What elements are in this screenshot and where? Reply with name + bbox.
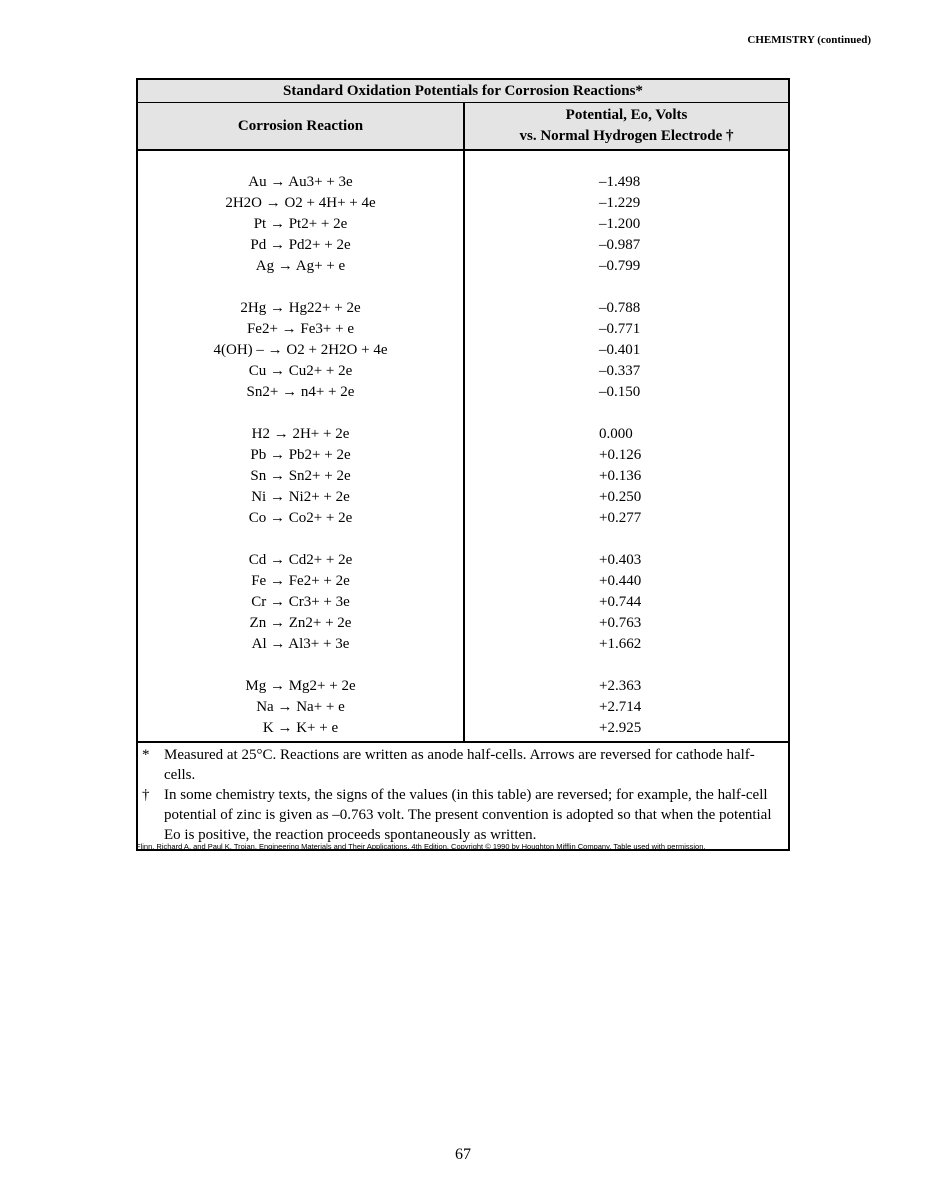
potential-group <box>465 298 788 403</box>
potential-cell: +0.763 <box>599 615 642 631</box>
reaction-cell: Pb → Pb2+ + 2e <box>250 447 351 463</box>
reaction-group <box>138 298 463 403</box>
potential-cell: –0.987 <box>599 237 641 253</box>
page-header: CHEMISTRY (continued) <box>747 34 871 46</box>
page-number: 67 <box>455 1146 471 1163</box>
potential-cell: +2.925 <box>599 720 642 736</box>
reaction-group <box>138 676 463 739</box>
reaction-cell: Cd → Cd2+ + 2e <box>248 552 353 568</box>
reaction-group <box>138 172 463 277</box>
source-citation: Flinn, Richard A. and Paul K. Trojan, Engineering Materials and Their Applications, 4th Edition. Copyright © 1990 by Houghton Mifflin Company. Table used with permission. <box>136 842 706 851</box>
reaction-cell: K → K+ + e <box>262 720 339 736</box>
potential-group <box>465 172 788 277</box>
footnote-asterisk <box>142 745 785 785</box>
reaction-cell: Cr → Cr3+ + 3e <box>251 594 350 610</box>
reaction-group <box>138 424 463 529</box>
potential-cell: –1.229 <box>599 195 641 211</box>
potential-cell: –0.150 <box>599 384 641 400</box>
table-title: Standard Oxidation Potentials for Corrosion Reactions* <box>138 80 788 103</box>
reaction-cell: Mg → Mg2+ + 2e <box>245 678 356 694</box>
potential-cell: –0.337 <box>599 363 641 379</box>
potential-cell: –0.799 <box>599 258 641 274</box>
reaction-cell: Na → Na+ + e <box>256 699 345 715</box>
footnote-text: In some chemistry texts, the signs of the values (in this table) are reversed; for example, the half-cell potential of zinc is given as –0.763 volt. The present convention is adopted so that when the potential Eo is positive, the reaction proceeds spontaneously as written. <box>164 787 772 843</box>
reaction-cell: Sn → Sn2+ + 2e <box>250 468 351 484</box>
potential-cell: –0.771 <box>599 321 641 337</box>
reaction-cell: H2 → 2H+ + 2e <box>251 426 350 442</box>
potential-cell: –1.498 <box>599 174 641 190</box>
column-header-potential <box>465 103 788 149</box>
reaction-cell: Ni → Ni2+ + 2e <box>251 489 350 505</box>
footnote-dagger <box>142 785 785 845</box>
reaction-cell: Ag → Ag+ + e <box>255 258 346 274</box>
potential-cell: +2.363 <box>599 678 642 694</box>
reaction-cell: Au → Au3+ + 3e <box>248 174 353 190</box>
reaction-cell: Co → Co2+ + 2e <box>248 510 353 526</box>
potential-cell: +0.250 <box>599 489 642 505</box>
potential-cell: +1.662 <box>599 636 642 652</box>
reaction-cell: Fe → Fe2+ + 2e <box>251 573 350 589</box>
potential-group <box>465 424 788 529</box>
footnote-text: Measured at 25°C. Reactions are written as anode half-cells. Arrows are reversed for cathode half-cells. <box>164 747 755 783</box>
reaction-cell: 2Hg → Hg22+ + 2e <box>240 300 361 316</box>
potential-cell: +0.744 <box>599 594 642 610</box>
reaction-cell: Al → Al3+ + 3e <box>251 636 350 652</box>
potential-header-line2: vs. Normal Hydrogen Electrode † <box>519 128 734 144</box>
potential-group <box>465 550 788 655</box>
reaction-cell: Fe2+ → Fe3+ + e <box>246 321 355 337</box>
potential-cell: –0.401 <box>599 342 641 358</box>
potential-cell: +0.440 <box>599 573 642 589</box>
potential-cell: +0.277 <box>599 510 642 526</box>
footnote-mark: † <box>142 787 150 803</box>
potential-column <box>465 151 788 741</box>
reaction-cell: 2H2O → O2 + 4H+ + 4e <box>225 195 376 211</box>
reaction-column <box>138 151 465 741</box>
reaction-cell: Pt → Pt2+ + 2e <box>253 216 348 232</box>
reaction-cell: Cu → Cu2+ + 2e <box>248 363 353 379</box>
reaction-cell: Zn → Zn2+ + 2e <box>249 615 352 631</box>
potential-group <box>465 676 788 739</box>
column-header-reaction: Corrosion Reaction <box>138 103 465 149</box>
oxidation-potentials-table <box>136 78 790 851</box>
potential-cell: –1.200 <box>599 216 641 232</box>
potential-cell: +0.136 <box>599 468 642 484</box>
table-header-row <box>138 103 788 151</box>
potential-cell: –0.788 <box>599 300 641 316</box>
reaction-cell: Pd → Pd2+ + 2e <box>250 237 351 253</box>
potential-header-line1: Potential, Eo, Volts <box>565 107 688 123</box>
reaction-cell: 4(OH) – → O2 + 2H2O + 4e <box>213 342 388 358</box>
potential-cell: +0.126 <box>599 447 642 463</box>
potential-cell: +2.714 <box>599 699 642 715</box>
table-footnotes <box>138 743 788 849</box>
reaction-cell: Sn2+ → n4+ + 2e <box>246 384 355 400</box>
potential-cell: 0.000 <box>599 426 633 442</box>
table-body <box>138 151 788 743</box>
footnote-mark: * <box>142 747 150 763</box>
potential-cell: +0.403 <box>599 552 642 568</box>
reaction-group <box>138 550 463 655</box>
